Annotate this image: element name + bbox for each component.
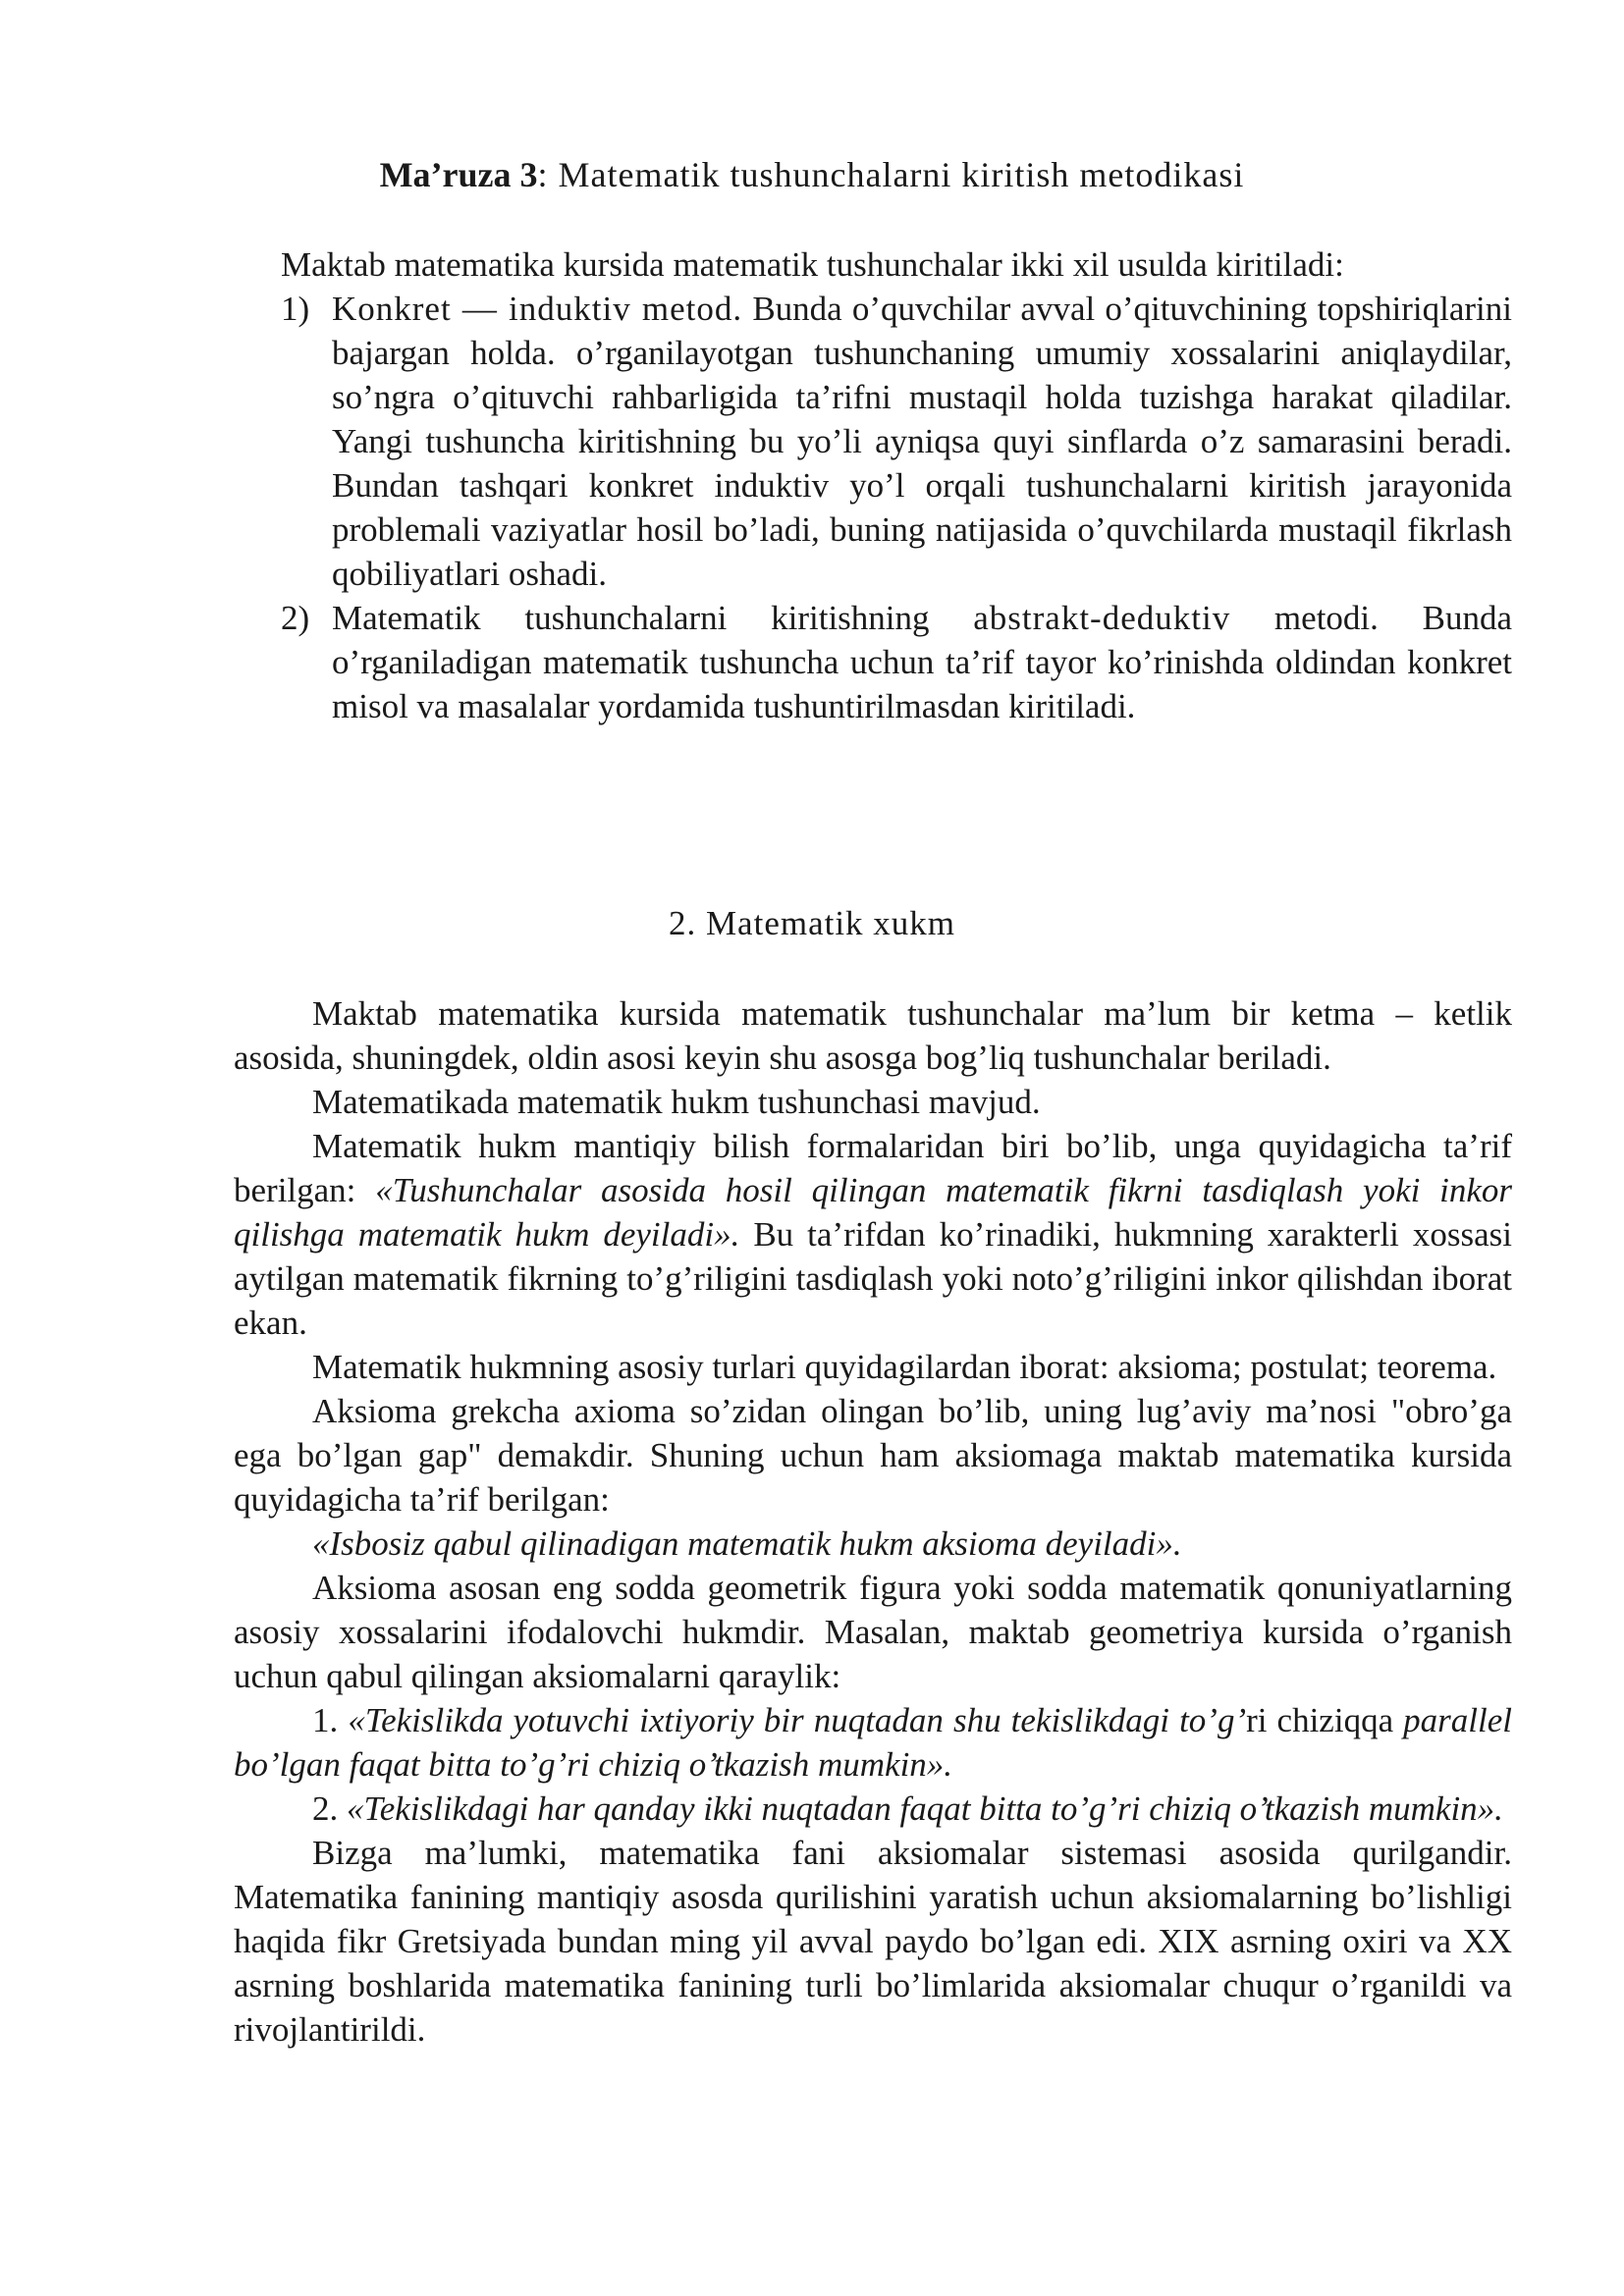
axiom-2 bbox=[234, 1787, 1512, 1831]
lecture-topic: : Matematik tushunchalarni kiritish metodikasi bbox=[537, 155, 1245, 194]
paragraph bbox=[234, 1124, 1512, 1345]
paragraph: Bizga ma’lumki, matematika fani aksiomalar sistemasi asosida qurilgandir. Matematika fanining mantiqiy asosda qurilishini yaratish uchun aksiomalarning bo’lishligi haqida fikr Gretsiyada bundan ming yil avval paydo bo’lgan edi. XIX asrning oxiri va XX asrning boshlarida matematika fanining turli bo’limlarida aksiomalar chuqur o’rganildi va rivojlantirildi. bbox=[234, 1834, 1512, 2049]
paragraph: Maktab matematika kursida matematik tushunchalar ma’lum bir ketma – ketlik asosida, shuningdek, oldin asosi keyin shu asosga bog’liq tushunchalar beriladi. bbox=[234, 994, 1512, 1077]
section-body bbox=[234, 991, 1512, 2052]
paragraph: Matematik hukmning asosiy turlari quyidagilardan iborat: aksioma; postulat; teorema. bbox=[312, 1348, 1497, 1386]
method-name: abstrakt-deduktiv bbox=[973, 599, 1231, 637]
lecture-number: Ma’ruza 3 bbox=[379, 155, 538, 194]
section-heading: 2. Matematik xukm bbox=[668, 904, 956, 942]
axiom-1 bbox=[234, 1698, 1512, 1787]
list-item bbox=[281, 596, 1512, 728]
paragraph: Aksioma asosan eng sodda geometrik figura yoki sodda matematik qonuniyatlarning asosiy xossalarini ifodalovchi hukmdir. Masalan, maktab geometriya kursida o’rganish uchun qabul qilingan aksiomalarni qaraylik: bbox=[234, 1569, 1512, 1695]
list-item-text: metodi. Bunda o’rganiladigan matematik tushuncha uchun ta’rif tayor ko’rinishda oldindan konkret misol va masalalar yordamida tushuntirilmasdan kiritiladi. bbox=[332, 599, 1512, 725]
list-item-number: 1) bbox=[281, 290, 310, 328]
axiom-definition-quote: «Isbosiz qabul qilinadigan matematik hukm aksioma deyiladi». bbox=[312, 1524, 1182, 1563]
list-item-pre: Matematik tushunchalarni kiritishning bbox=[332, 599, 974, 637]
page-title bbox=[0, 153, 1624, 197]
axiom-text: ri chiziqqa bbox=[1246, 1701, 1404, 1739]
axiom-text: parallel bo’lgan faqat bitta to’g’ri chiziq o’tkazish mumkin». bbox=[234, 1701, 1512, 1784]
axiom-text: «Tekislikdagi har qanday ikki nuqtadan faqat bitta to’g’ri chiziq o’tkazish mumkin». bbox=[347, 1789, 1503, 1828]
axiom-number: 1. bbox=[312, 1701, 349, 1739]
list-item bbox=[281, 287, 1512, 596]
list-item-text: Bunda o’quvchilar avval o’qituvchining topshiriqlarini bajargan holda. o’rganilayotgan tushunchaning umumiy xossalarini aniqlaydilar, so’ngra o’qituvchi rahbarligida ta’rifni mustaqil holda tuzishga harakat qiladilar. Yangi tushuncha kiritishning bu yo’li ayniqsa quyi sinflarda o’z samarasini beradi. Bundan tashqari konkret induktiv yo’l orqali tushunchalarni kiritish jarayonida problemali vaziyatlar hosil bo’ladi, buning natijasida o’quvchilarda mustaqil fikrlash qobiliyatlari oshadi. bbox=[332, 290, 1512, 593]
axiom-number: 2. bbox=[312, 1789, 347, 1828]
paragraph: Aksioma grekcha axioma so’zidan olingan bo’lib, uning lug’aviy ma’nosi "obro’ga ega bo’lgan gap" demakdir. Shuning uchun ham aksiomaga maktab matematika kursida quyidagicha ta’rif berilgan: bbox=[234, 1392, 1512, 1519]
paragraph-text: Matematik hukm mantiqiy bilish formalaridan biri bo’lib, unga quyidagicha ta’rif berilgan: bbox=[234, 1127, 1512, 1209]
paragraph-text: Bu ta’rifdan ko’rinadiki, hukmning xarakterli xossasi aytilgan matematik fikrning to’g’riligini tasdiqlash yoki noto’g’riligini inkor qilishdan iborat ekan. bbox=[234, 1215, 1512, 1342]
definition-quote: «Tushunchalar asosida hosil qilingan matematik fikrni tasdiqlash yoki inkor qilishga matematik hukm deyiladi». bbox=[234, 1171, 1512, 1254]
method-name: Konkret — induktiv metod. bbox=[332, 290, 743, 328]
paragraph: Matematikada matematik hukm tushunchasi mavjud. bbox=[312, 1083, 1041, 1121]
methods-list bbox=[281, 287, 1512, 728]
intro-paragraph: Maktab matematika kursida matematik tushunchalar ikki xil usulda kiritiladi: bbox=[281, 245, 1344, 284]
list-item-number: 2) bbox=[281, 599, 310, 637]
axiom-text: «Tekislikda yotuvchi ixtiyoriy bir nuqtadan shu tekislikdagi to’g’ bbox=[348, 1701, 1247, 1739]
